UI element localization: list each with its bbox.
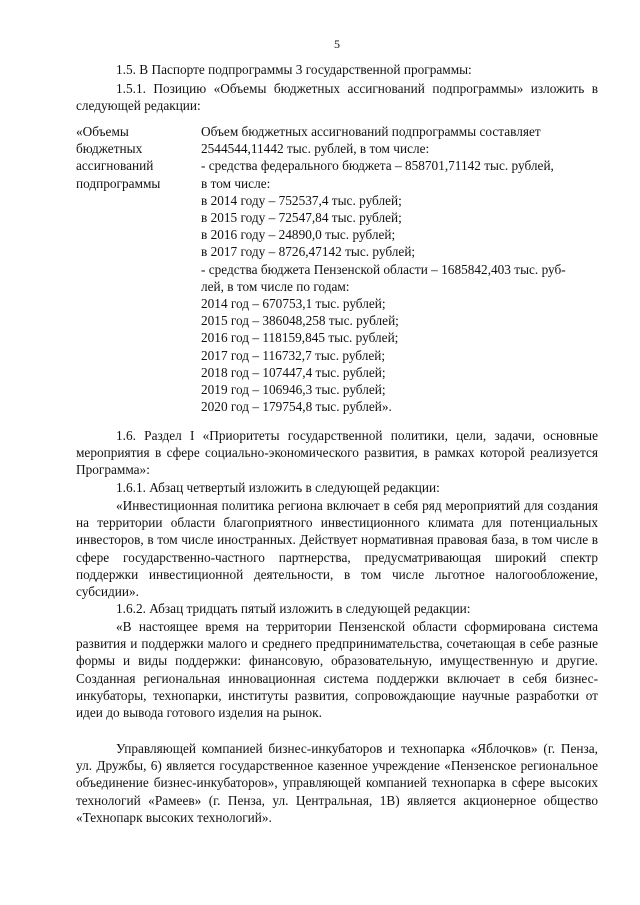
budget-label-line: подпрограммы [76, 175, 161, 191]
budget-value-line: 2015 год – 386048,258 тыс. рублей; [201, 313, 399, 329]
section-1-5-heading: 1.5. В Паспорте подпрограммы 3 государственной программы: [116, 62, 472, 77]
budget-value-line: - средства федерального бюджета – 858701,71142 тыс. рублей, [201, 158, 554, 174]
budget-value-line: в том числе: [201, 175, 271, 191]
section-1-6-heading: 1.6. Раздел I «Приоритеты государственной политики, цели, задачи, основные мероприятия в сфере социально-экономического развития, в рамках которой реализуется Программа»: [76, 428, 598, 478]
budget-value-line: 2017 год – 116732,7 тыс. рублей; [201, 347, 386, 363]
quote-1-text: «Инвестиционная политика региона включает в себя ряд мероприятий для создания на территории области благоприятного инвестиционного климата для потенциальных инвесторов, в том числе иностранных. Действует нормативная правовая база, в том числе в сфере государственно-частного партнерства, предусматривающая широкий спектр поддержки инвестиционной деятельности, в том числе льготное налогообложение, субсидии». [76, 498, 598, 600]
quote-2-text: «В настоящее время на территории Пензенской области сформирована система развития и поддержки малого и среднего предпринимательства, сочетающая в себе разные формы и виды поддержки: финансовую, образовательную, имущественную и другие. Созданная региональная инновационная система поддержки включает в себя бизнес-инкубаторы, технопарки, институты развития, сопровождающие научные разработки от идеи до вывода готового изделия на рынок. [76, 619, 598, 721]
budget-label-column [76, 123, 196, 192]
budget-label-line: «Объемы [76, 124, 129, 139]
budget-value-line: 2020 год – 179754,8 тыс. рублей». [201, 399, 392, 415]
budget-value-line: 2544544,11442 тыс. рублей, в том числе: [201, 141, 430, 157]
budget-value-line: в 2014 году – 752537,4 тыс. рублей; [201, 192, 402, 208]
budget-value-line: 2016 год – 118159,845 тыс. рублей; [201, 330, 399, 346]
budget-label-line: бюджетных [76, 141, 143, 157]
section-1-5-heading-block [76, 61, 598, 78]
item-1-6-2-text: 1.6.2. Абзац тридцать пятый изложить в следующей редакции: [116, 601, 471, 616]
item-1-6-1-text: 1.6.1. Абзац четвертый изложить в следующей редакции: [116, 480, 440, 495]
budget-value-line: лей, в том числе по годам: [201, 278, 350, 294]
budget-value-line: 2019 год – 106946,3 тыс. рублей; [201, 382, 386, 398]
page-number: 5 [334, 37, 340, 51]
budget-value-line: - средства бюджета Пензенской области – 1685842,403 тыс. руб- [201, 261, 566, 277]
budget-value-line: в 2015 году – 72547,84 тыс. рублей; [201, 210, 402, 226]
item-1-6-2-block [76, 600, 598, 617]
last-paragraph-block [76, 740, 598, 826]
budget-value-column [201, 123, 598, 415]
budget-label-line: ассигнований [76, 158, 154, 174]
item-1-5-1-text: 1.5.1. Позицию «Объемы бюджетных ассигнований подпрограммы» изложить в следующей редакции: [76, 81, 598, 114]
budget-value-line: в 2017 году – 8726,47142 тыс. рублей; [201, 244, 416, 260]
quote-2-block [76, 618, 598, 721]
budget-value-line: Объем бюджетных ассигнований подпрограммы составляет [201, 124, 541, 139]
last-paragraph-text: Управляющей компанией бизнес-инкубаторов и технопарка «Яблочков» (г. Пенза, ул. Дружбы, 6) является государственное казенное учреждение «Пензенское региональное объединение бизнес-инкубаторов», управляющей компанией технопарка в сфере высоких технологий «Рамеев» (г. Пенза, ул. Центральная, 1В) является акционерное общество «Технопарк высоких технологий». [76, 741, 598, 825]
quote-1-block [76, 497, 598, 600]
item-1-5-1-block [76, 80, 598, 114]
budget-value-line: в 2016 году – 24890,0 тыс. рублей; [201, 227, 396, 243]
budget-value-line: 2014 год – 670753,1 тыс. рублей; [201, 296, 386, 312]
budget-value-line: 2018 год – 107447,4 тыс. рублей; [201, 364, 386, 380]
section-1-6-heading-block [76, 427, 598, 479]
item-1-6-1-block [76, 479, 598, 496]
